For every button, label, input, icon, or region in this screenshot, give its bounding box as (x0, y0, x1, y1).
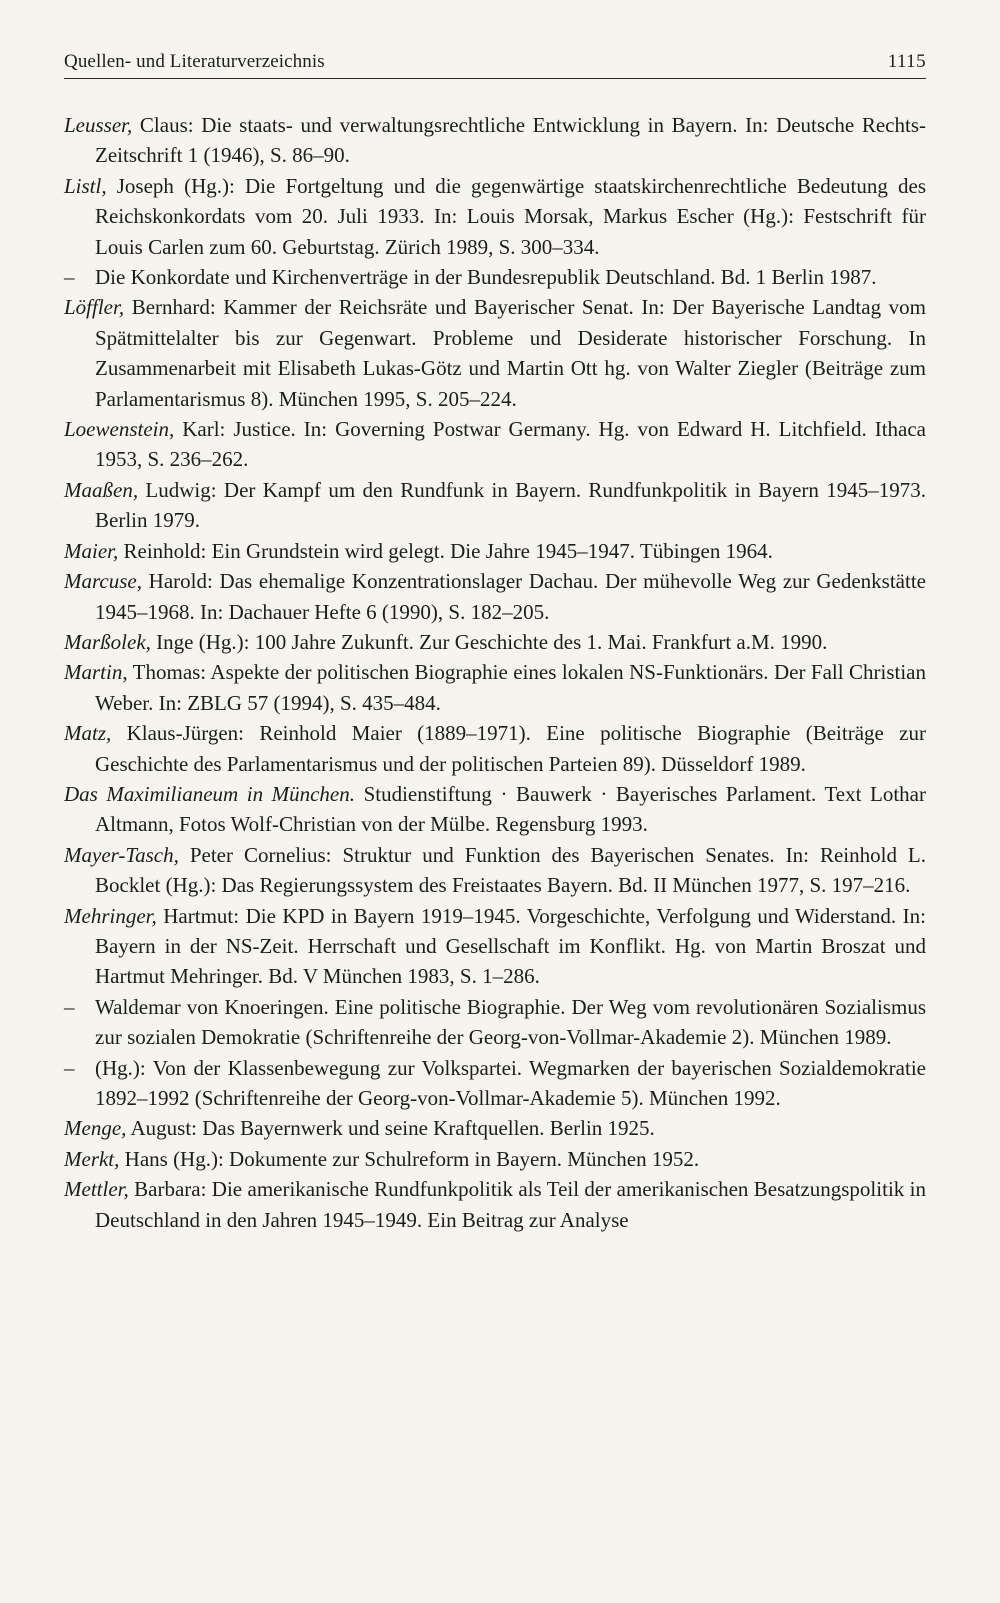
bibliography-entry (64, 262, 926, 292)
bibliography-entry (64, 110, 926, 171)
entry-text: Klaus-Jürgen: Reinhold Maier (1889–1971). Eine politische Biographie (Beiträge zur Geschichte des Parlamentarismus und der politischen Parteien 89). Düsseldorf 1989. (95, 721, 926, 776)
bibliography-entry (64, 779, 926, 840)
entry-text: Thomas: Aspekte der politischen Biographie eines lokalen NS-Funktionärs. Der Fall Christian Weber. In: ZBLG 57 (1994), S. 435–484. (95, 660, 926, 715)
entry-text: August: Das Bayernwerk und seine Kraftquellen. Berlin 1925. (126, 1116, 655, 1141)
bibliography-entry (64, 901, 926, 992)
entry-author: Löffler, (64, 295, 125, 320)
entry-author: Marßolek, (64, 629, 151, 654)
running-header (64, 46, 926, 79)
entry-author: Maier, (64, 538, 119, 563)
entry-dash: – (64, 994, 75, 1019)
entry-text: Reinhold: Ein Grundstein wird gelegt. Die Jahre 1945–1947. Tübingen 1964. (118, 538, 773, 563)
bibliography-entry (64, 1053, 926, 1114)
entry-text: Hans (Hg.): Dokumente zur Schulreform in Bayern. München 1952. (119, 1146, 700, 1171)
entry-author: Menge, (64, 1116, 127, 1141)
bibliography-entry (64, 657, 926, 718)
bibliography-entry (64, 566, 926, 627)
bibliography-entry (64, 475, 926, 536)
entry-text: Barbara: Die amerikanische Rundfunkpolitik als Teil der amerikanischen Besatzungspolitik in Deutschland in den Jahren 1945–1949. Ein Beitrag zur Analyse (95, 1177, 926, 1232)
entry-author: Das Maximilianeum in München. (64, 781, 356, 806)
entry-dash: – (64, 265, 75, 290)
entry-author: Merkt, (64, 1146, 120, 1171)
entry-text: Harold: Das ehemalige Konzentrationslager Dachau. Der mühevolle Weg zur Gedenkstätte 1945–1968. In: Dachauer Hefte 6 (1990), S. 182–205. (95, 569, 926, 624)
bibliography-entry (64, 536, 926, 566)
entry-text: Die Konkordate und Kirchenverträge in der Bundesrepublik Deutschland. Bd. 1 Berlin 1987. (95, 265, 877, 290)
entry-author: Martin, (64, 660, 128, 685)
bibliography-entry (64, 1113, 926, 1143)
bibliography-entry (64, 292, 926, 414)
bibliography-entry (64, 718, 926, 779)
entry-text: Inge (Hg.): 100 Jahre Zukunft. Zur Geschichte des 1. Mai. Frankfurt a.M. 1990. (150, 629, 828, 654)
entry-text: Hartmut: Die KPD in Bayern 1919–1945. Vorgeschichte, Verfolgung und Widerstand. In: Bayern in der NS-Zeit. Herrschaft und Gesellschaft im Konflikt. Hg. von Martin Broszat und Hartmut Mehringer. Bd. V München 1983, S. 1–286. (95, 903, 926, 989)
entry-text: Waldemar von Knoeringen. Eine politische Biographie. Der Weg vom revolutionären Sozialismus zur sozialen Demokratie (Schriftenreihe der Georg-von-Vollmar-Akademie 2). München 1989. (95, 994, 926, 1050)
entry-author: Mettler, (64, 1177, 129, 1202)
bibliography-entry (64, 414, 926, 475)
entry-author: Matz, (64, 721, 112, 746)
bibliography-entry (64, 1174, 926, 1235)
bibliography-entry (64, 840, 926, 901)
entry-text: Ludwig: Der Kampf um den Rundfunk in Bayern. Rundfunkpolitik in Bayern 1945–1973. Berlin 1979. (95, 477, 926, 533)
entry-text: Studienstiftung · Bauwerk · Bayerisches Parlament. Text Lothar Altmann, Fotos Wolf-Christian von der Mülbe. Regensburg 1993. (95, 781, 926, 837)
bibliography-entry (64, 171, 926, 262)
entry-dash: – (64, 1055, 75, 1080)
entry-text: Peter Cornelius: Struktur und Funktion des Bayerischen Senates. In: Reinhold L. Bocklet (Hg.): Das Regierungssystem des Freistaates Bayern. Bd. II München 1977, S. 197–216. (95, 842, 926, 898)
entry-text: Joseph (Hg.): Die Fortgeltung und die gegenwärtige staatskirchenrechtliche Bedeutung des Reichskonkordats vom 20. Juli 1933. In: Louis Morsak, Markus Escher (Hg.): Festschrift für Louis Carlen zum 60. Geburtstag. Zürich 1989, S. 300–334. (95, 173, 926, 259)
bibliography-entry (64, 992, 926, 1053)
bibliography-entry (64, 627, 926, 657)
entry-author: Mayer-Tasch, (64, 842, 179, 867)
entry-text: Bernhard: Kammer der Reichsräte und Bayerischer Senat. In: Der Bayerische Landtag vom Spätmittelalter bis zur Gegenwart. Probleme und Desiderate historischer Forschung. In Zusammenarbeit mit Elisabeth Lukas-Götz und Martin Ott hg. von Walter Ziegler (Beiträge zum Parlamentarismus 8). München 1995, S. 205–224. (95, 295, 926, 411)
bibliography-entry (64, 1144, 926, 1174)
header-title: Quellen- und Literaturverzeichnis (64, 51, 325, 72)
entry-text: Karl: Justice. In: Governing Postwar Germany. Hg. von Edward H. Litchfield. Ithaca 1953, S. 236–262. (95, 417, 926, 472)
entry-author: Loewenstein, (64, 417, 175, 442)
page-number: 1115 (887, 51, 926, 72)
entry-author: Marcuse, (64, 569, 142, 594)
bibliography-list (64, 110, 926, 1235)
entry-author: Listl, (64, 173, 107, 198)
entry-author: Mehringer, (64, 903, 157, 928)
entry-author: Maaßen, (64, 477, 139, 502)
entry-text: Claus: Die staats- und verwaltungsrechtliche Entwicklung in Bayern. In: Deutsche Rechts-Zeitschrift 1 (1946), S. 86–90. (95, 113, 926, 168)
entry-text: (Hg.): Von der Klassenbewegung zur Volkspartei. Wegmarken der bayerischen Sozialdemokratie 1892–1992 (Schriftenreihe der Georg-von-Vollmar-Akademie 5). München 1992. (95, 1055, 926, 1110)
entry-author: Leusser, (64, 113, 133, 137)
